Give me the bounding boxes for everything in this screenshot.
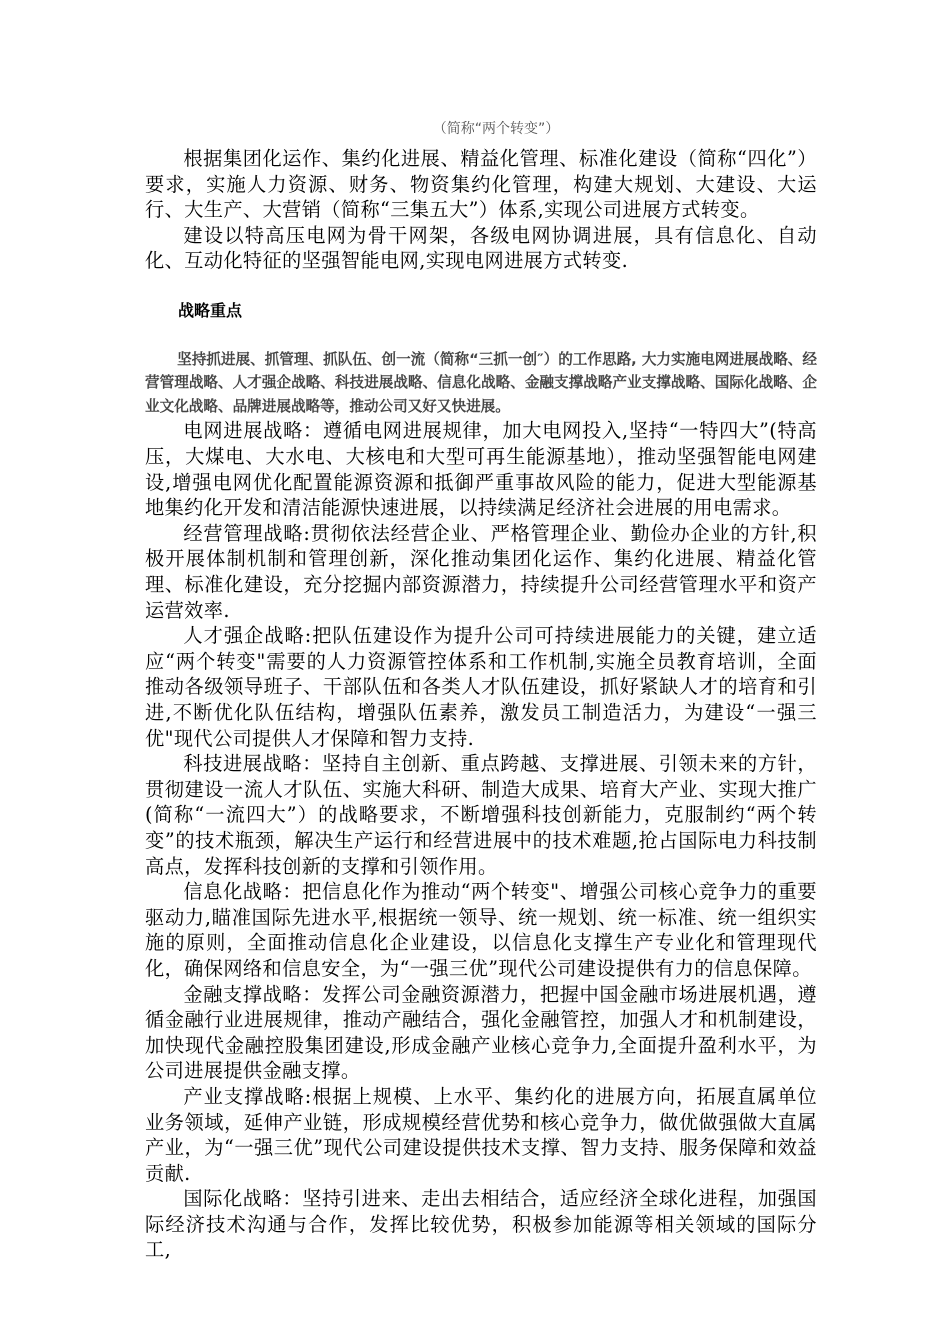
strategy-paragraph: 金融支撑战略：发挥公司金融资源潜力，把握中国金融市场进展机遇，遵循金融行业进展规律，推动产融结合，强化金融管控，加强人才和机制建设，加快现代金融控股集团建设,形成金融产业核心竞争力,全面提升盈利水平，为公司进展提供金融支撑。 — [145, 982, 817, 1083]
strategy-paragraph: 信息化战略：把信息化作为推动“两个转变"、增强公司核心竞争力的重要驱动力,瞄准国际先进水平,根据统一领导、统一规划、统一标准、统一组织实施的原则，全面推动信息化企业建设，以信息化支撑生产专业化和管理现代化，确保网络和信息安全，为“一强三优”现代公司建设提供有力的信息保障。 — [145, 880, 817, 980]
strategy-paragraph: 人才强企战略:把队伍建设作为提升公司可持续进展能力的关键，建立适应“两个转变"需要的人力资源管控体系和工作机制,实施全员教育培训，全面推动各级领导班子、干部队伍和各类人才队伍建设，抓好紧缺人才的培育和引进,不断优化队伍结构，增强队伍素养，激发员工制造活力，为建设“一强三优"现代公司提供人才保障和智力支持. — [145, 624, 817, 750]
section-heading: 战略重点 — [178, 300, 243, 320]
strategy-paragraph: 产业支撑战略:根据上规模、上水平、集约化的进展方向，拓展直属单位业务领域，延伸产业链，形成规模经营优势和核心竞争力，做优做强做大直属产业，为“一强三优”现代公司建设提供技术支撑、智力支持、服务保障和效益贡献. — [145, 1084, 817, 1185]
intro-paragraph: 建设以特高压电网为骨干网架，各级电网协调进展，具有信息化、自动化、互动化特征的坚强智能电网,实现电网进展方式转变. — [145, 223, 817, 273]
intro-paragraph: 根据集团化运作、集约化进展、精益化管理、标准化建设（简称“四化”）要求，实施人力资源、财务、物资集约化管理，构建大规划、大建设、大运行、大生产、大营销（简称“三集五大”）体系,实现公司进展方式转变。 — [145, 147, 817, 222]
strategy-summary: 坚持抓进展、抓管理、抓队伍、创一流（简称“三抓一创″）的工作思路, 大力实施电网进展战略、经营管理战略、人才强企战略、科技进展战略、信息化战略、金融支撑战略产业支撑战略、国际化战略、企业文化战略、品牌进展战略等，推动公司又好又快进展。 — [145, 350, 817, 415]
strategy-paragraph: 电网进展战略：遵循电网进展规律，加大电网投入,坚持“一特四大”(特高压，大煤电、大水电、大核电和大型可再生能源基地），推动坚强智能电网建设,增强电网优化配置能源资源和抵御严重事故风险的能力，促进大型能源基地集约化开发和清洁能源快速进展，以持续满足经济社会进展的用电需求。 — [145, 419, 817, 520]
strategy-paragraph: 科技进展战略：坚持自主创新、重点跨越、支撑进展、引领未来的方针，贯彻建设一流人才队伍、实施大科研、制造大成果、培育大产业、实现大推广(简称“一流四大”）的战略要求，不断增强科技创新能力，克服制约“两个转变”的技术瓶颈，解决生产运行和经营进展中的技术难题,抢占国际电力科技制高点，发挥科技创新的支撑和引领作用。 — [145, 752, 817, 878]
strategy-paragraph: 经营管理战略:贯彻依法经营企业、严格管理企业、勤俭办企业的方针,积极开展体制机制和管理创新，深化推动集团化运作、集约化进展、精益化管理、标准化建设，充分挖掘内部资源潜力，持续提升公司经营管理水平和资产运营效率. — [145, 521, 817, 622]
strategy-paragraph: 国际化战略：坚持引进来、走出去相结合，适应经济全球化进程，加强国际经济技术沟通与合作，发挥比较优势，积极参加能源等相关领域的国际分工, — [145, 1187, 817, 1262]
document-page — [145, 118, 817, 1263]
document-subtitle: （简称“两个转变”） — [432, 121, 560, 137]
